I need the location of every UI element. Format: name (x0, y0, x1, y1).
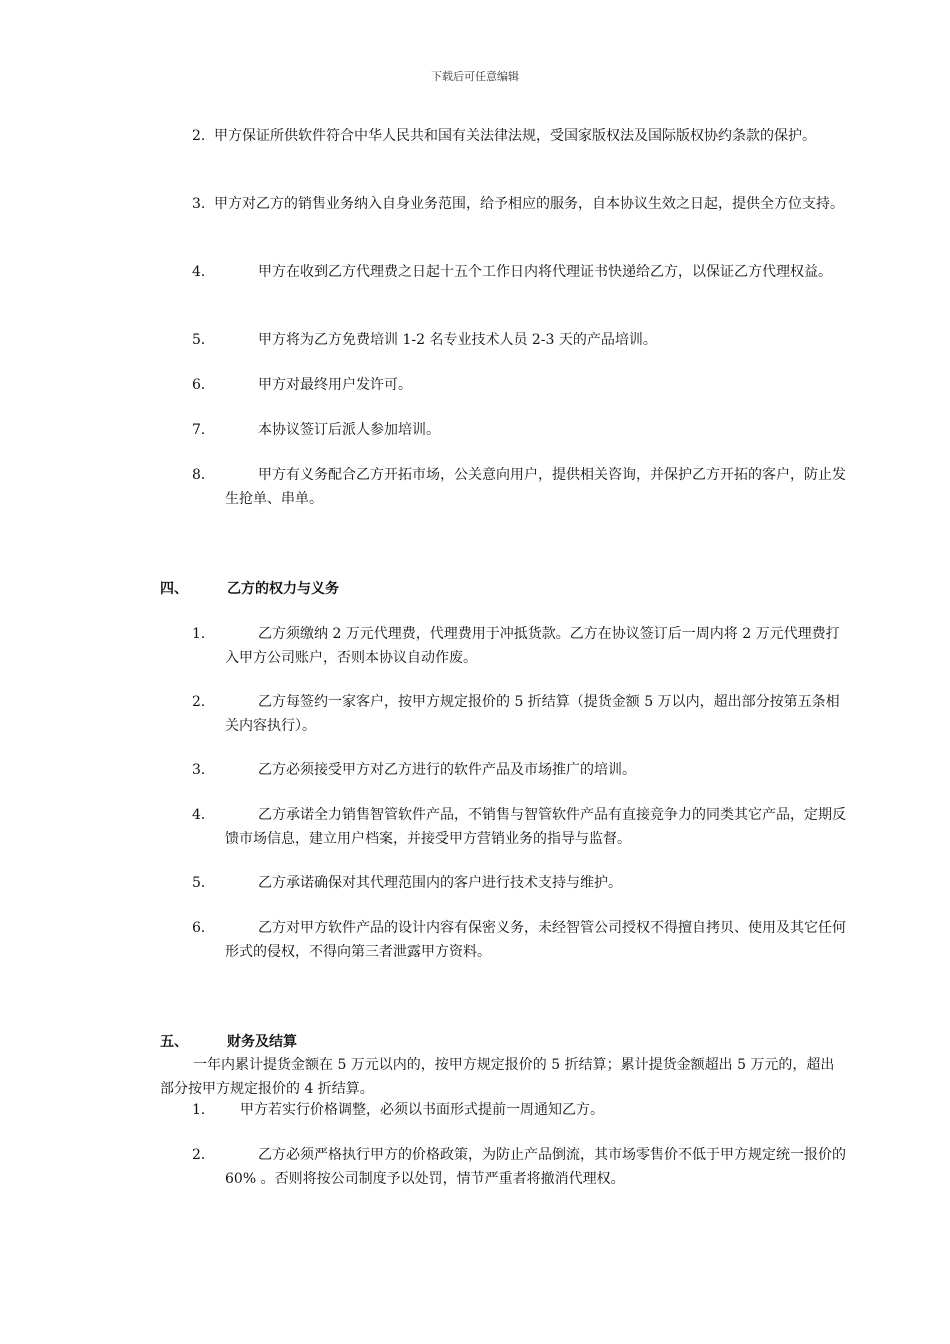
item-number: 3． (192, 762, 215, 778)
item-text: 甲方在收到乙方代理费之日起十五个工作日内将代理证书快递给乙方，以保证乙方代理权益。 (258, 264, 832, 280)
list-item (192, 1098, 847, 1122)
item-number: 4． (192, 807, 215, 823)
list-item (192, 690, 847, 738)
list-item (192, 622, 847, 670)
item-text: 乙方必须严格执行甲方的价格政策，为防止产品倒流，其市场零售价不低于甲方规定统一报价的60% 。否则将按公司制度予以处罚，情节严重者将撤消代理权。 (225, 1147, 846, 1187)
item-number: 6． (192, 377, 215, 393)
list-item (192, 260, 847, 284)
list-item (192, 124, 847, 148)
item-text: 乙方每签约一家客户，按甲方规定报价的 5 折结算（提货金额 5 万以内，超出部分按第五条相关内容执行）。 (225, 694, 840, 734)
list-item (192, 418, 847, 442)
item-number: 5． (192, 332, 215, 348)
item-number: 6． (192, 920, 215, 936)
list-item (192, 1143, 847, 1191)
item-number: 8． (192, 467, 215, 483)
item-text: 本协议签订后派人参加培训。 (258, 422, 440, 438)
item-number: 5． (192, 875, 215, 891)
list-item (192, 758, 847, 782)
item-text: 乙方承诺确保对其代理范围内的客户进行技术支持与维护。 (258, 875, 622, 891)
item-text: 甲方保证所供软件符合中华人民共和国有关法律法规，受国家版权法及国际版权协约条款的保护。 (214, 128, 816, 144)
header-note: 下载后可任意编辑 (431, 70, 519, 83)
item-text: 甲方若实行价格调整，必须以书面形式提前一周通知乙方。 (240, 1102, 604, 1118)
item-number: 4． (192, 264, 215, 280)
item-text: 甲方将为乙方免费培训 1-2 名专业技术人员 2-3 天的产品培训。 (258, 332, 657, 348)
item-number: 3. (192, 196, 206, 212)
item-text: 甲方对最终用户发许可。 (258, 377, 412, 393)
item-number: 2． (192, 1147, 215, 1163)
item-number: 1． (192, 626, 215, 642)
item-text: 乙方承诺全力销售智管软件产品，不销售与智管软件产品有直接竞争力的同类其它产品，定期反馈市场信息，建立用户档案，并接受甲方营销业务的指导与监督。 (225, 807, 846, 847)
list-item (192, 871, 847, 895)
list-item (192, 373, 847, 397)
list-item (192, 328, 847, 352)
item-text: 乙方必须接受甲方对乙方进行的软件产品及市场推广的培训。 (258, 762, 636, 778)
item-text: 乙方须缴纳 2 万元代理费，代理费用于冲抵货款。乙方在协议签订后一周内将 2 万元代理费打入甲方公司账户，否则本协议自动作废。 (225, 626, 840, 666)
list-item (192, 192, 847, 216)
item-number: 1． (192, 1102, 215, 1118)
section-heading (160, 577, 339, 601)
section-intro (160, 1053, 847, 1101)
section-heading (160, 1030, 297, 1054)
item-text: 甲方有义务配合乙方开拓市场，公关意向用户，提供相关咨询，并保护乙方开拓的客户，防止发生抢单、串单。 (225, 467, 846, 507)
section-title: 财务及结算 (227, 1034, 297, 1050)
list-item (192, 463, 847, 511)
list-item (192, 916, 847, 964)
item-number: 2． (192, 694, 215, 710)
intro-text: 一年内累计提货金额在 5 万元以内的，按甲方规定报价的 5 折结算；累计提货金额超出 5 万元的，超出部分按甲方规定报价的 4 折结算。 (160, 1057, 835, 1097)
section-number: 四、 (160, 581, 188, 597)
list-item (192, 803, 847, 851)
item-text: 乙方对甲方软件产品的设计内容有保密义务，未经智管公司授权不得擅自拷贝、使用及其它任何形式的侵权，不得向第三者泄露甲方资料。 (225, 920, 846, 960)
section-number: 五、 (160, 1034, 188, 1050)
item-number: 2. (192, 128, 206, 144)
section-title: 乙方的权力与义务 (227, 581, 339, 597)
item-text: 甲方对乙方的销售业务纳入自身业务范围，给予相应的服务，自本协议生效之日起，提供全方位支持。 (214, 196, 844, 212)
item-number: 7． (192, 422, 215, 438)
